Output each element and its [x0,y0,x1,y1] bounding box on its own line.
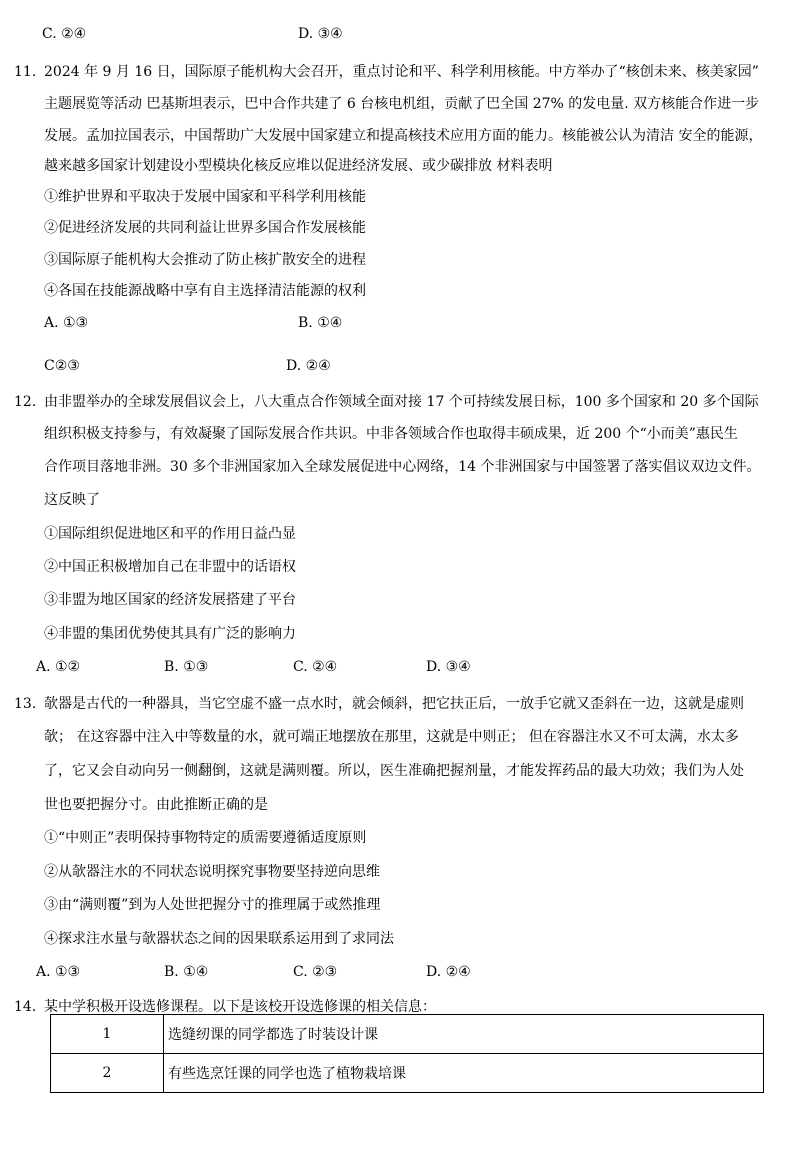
q13-stem-line: 欹； 在这容器中注入中等数量的水，就可端正地摆放在那里，这就是中则正； 但在容器注水又不可太满，水太多 [44,729,739,745]
q13-item: ①“中则正”表明保持事物特定的质需要遵循适度原则 [44,830,367,846]
table-cell-number: 2 [51,1054,164,1093]
q11-option-d: D. ②④ [286,358,331,374]
q11-stem-line: 2024 年 9 月 16 日，国际原子能机构大会召开，重点讨论和平、科学利用核能。中方举办了“核创未来、核美家园” [44,64,759,80]
q12-stem-line: 组织积极支持参与，有效凝聚了国际发展合作共识。中非各领域合作也取得丰硕成果，近 200 个“小而美”惠民生 [44,426,738,442]
q13-item: ③由“满则覆”到为人处世把握分寸的推理属于或然推理 [44,897,381,913]
q12-number: 12. [14,394,37,410]
q11-stem-line: 越来越多国家计划建设小型模块化核反应堆以促进经济发展、或少碳排放 材料表明 [44,158,553,174]
q13-stem-line: 世也要把握分寸。由此推断正确的是 [44,797,268,813]
q13-stem-line: 了，它又会自动向另一侧翻倒，这就是满则覆。所以，医生准确把握剂量，才能发挥药品的最大功效；我们为人处 [44,763,744,779]
table-cell-text: 选缝纫课的同学都选了时装设计课 [164,1015,764,1054]
q11-option-a: A. ①③ [44,315,89,331]
q13-option-b: B. ①④ [164,964,209,980]
q14-stem: 某中学积极开设选修课程。以下是该校开设选修课的相关信息： [44,999,436,1015]
q11-option-b: B. ①④ [298,315,343,331]
q11-stem-line: 主题展览等活动 巴基斯坦表示，巴中合作共建了 6 台核电机组，贡献了巴全国 27% 的发电量. 双方核能合作进一步 [44,96,760,112]
q12-item: ④非盟的集团优势使其具有广泛的影响力 [44,626,296,642]
q12-stem-line: 这反映了 [44,492,100,508]
q12-item: ②中国正积极增加自己在非盟中的话语权 [44,559,296,575]
q12-stem-line: 由非盟举办的全球发展倡议会上，八大重点合作领域全面对接 17 个可持续发展日标，100 多个国家和 20 多个国际 [44,394,759,410]
table-row [51,1054,764,1093]
q12-item: ③非盟为地区国家的经济发展搭建了平台 [44,592,296,608]
q12-option-a: A. ①② [36,659,81,675]
q14-info-table [50,1014,764,1093]
q10-option-c: C. ②④ [42,26,87,42]
table-cell-text: 有些选烹饪课的同学也选了植物栽培课 [164,1054,764,1093]
q12-option-b: B. ①③ [164,659,209,675]
q13-item: ②从欹器注水的不同状态说明探究事物要坚持逆向思维 [44,864,380,880]
q12-item: ①国际组织促进地区和平的作用日益凸显 [44,526,296,542]
q12-option-d: D. ③④ [426,659,471,675]
q14-number: 14. [14,999,37,1015]
q13-number: 13. [14,696,37,712]
q13-option-a: A. ①③ [36,964,81,980]
q11-item: ③国际原子能机构大会推动了防止核扩散安全的进程 [44,252,366,268]
q11-item: ①维护世界和平取决于发展中国家和平科学利用核能 [44,189,366,205]
table-cell-number: 1 [51,1015,164,1054]
q11-number: 11. [14,64,37,80]
q10-option-d: D. ③④ [298,26,343,42]
q13-stem-line: 欹器是古代的一种器具，当它空虚不盛一点水时，就会倾斜，把它扶正后，一放手它就又歪斜在一边，这就是虚则 [44,696,744,712]
q12-option-c: C. ②④ [293,659,338,675]
q13-option-d: D. ②④ [426,964,471,980]
q11-item: ④各国在技能源战略中享有自主选择清洁能源的权利 [44,283,366,299]
q11-item: ②促进经济发展的共同利益让世界多国合作发展核能 [44,220,366,236]
q13-option-c: C. ②③ [293,964,338,980]
q11-option-c: C②③ [44,358,80,374]
table-row [51,1015,764,1054]
q12-stem-line: 合作项目落地非洲。30 多个非洲国家加入全球发展促进中心网络，14 个非洲国家与中国签署了落实倡议双边文件。 [44,459,761,475]
q13-item: ④探求注水量与欹器状态之间的因果联系运用到了求同法 [44,931,394,947]
q11-stem-line: 发展。孟加拉国表示，中国帮助广大发展中国家建立和提高核技术应用方面的能力。核能被公认为清洁 安全的能源， [44,128,763,144]
